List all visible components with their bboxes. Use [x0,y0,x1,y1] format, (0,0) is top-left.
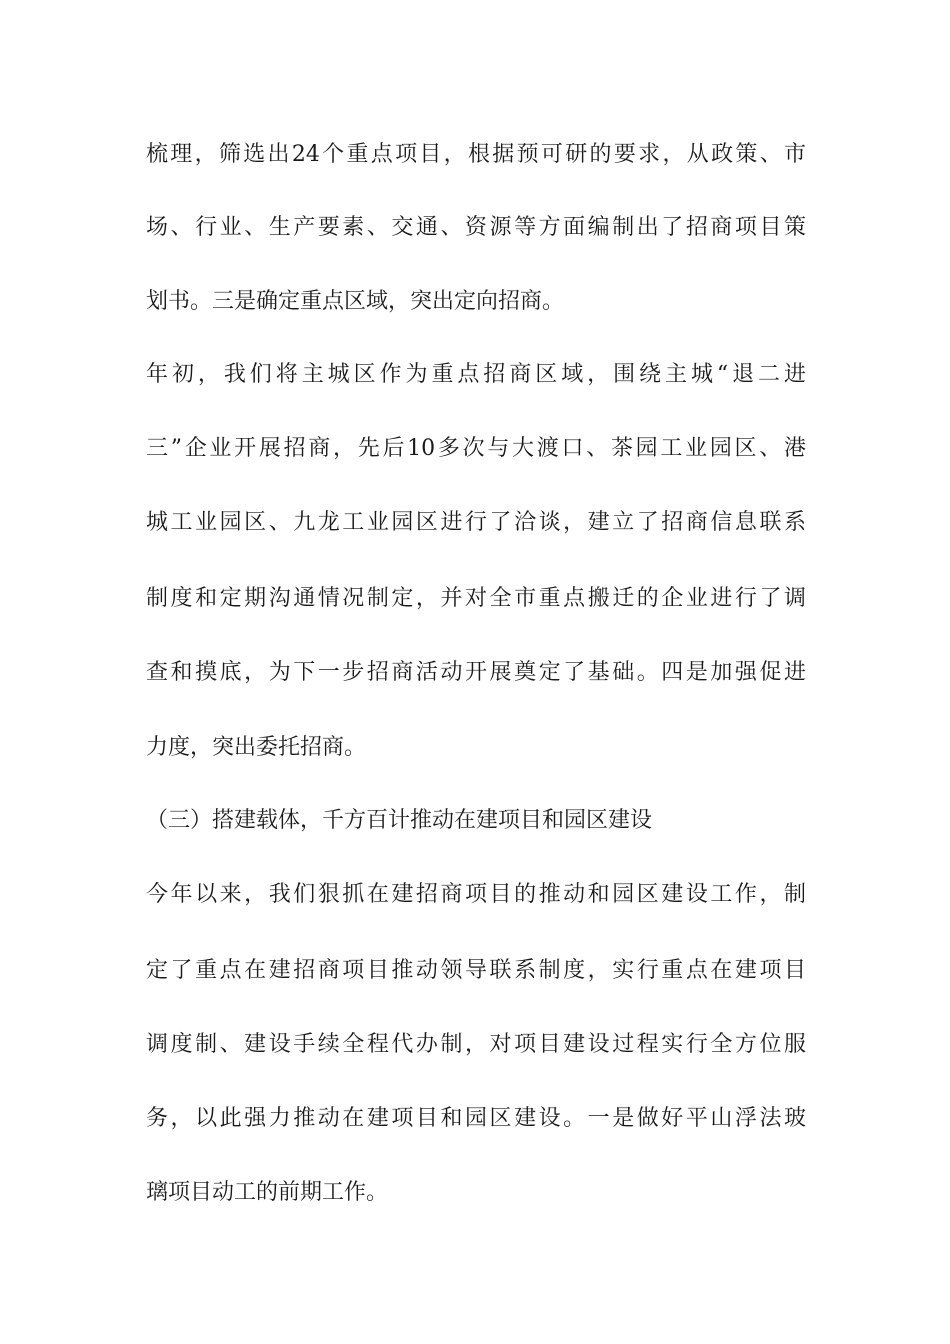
text-line-2: 场、行业、生产要素、交通、资源等方面编制出了招商项目策 [146,215,806,240]
text-line-12: 定了重点在建招商项目推动领导联系制度，实行重点在建项目 [146,958,806,983]
text-line-1: 梳理，筛选出24个重点项目，根据预可研的要求，从政策、市 [146,142,806,167]
text-line-9: 力度，突出委托招商。 [146,735,367,760]
text-line-6: 城工业园区、九龙工业园区进行了洽谈，建立了招商信息联系 [146,510,806,535]
text-line-15: 璃项目动工的前期工作。 [146,1180,389,1205]
text-line-11: 今年以来，我们狠抓在建招商项目的推动和园区建设工作，制 [146,882,806,907]
text-line-4: 年初，我们将主城区作为重点招商区域，围绕主城“退二进 [146,362,806,387]
text-line-8: 查和摸底，为下一步招商活动开展奠定了基础。四是加强促进 [146,660,806,685]
text-line-5: 三”企业开展招商，先后10多次与大渡口、茶园工业园区、港 [146,436,806,461]
text-line-7: 制度和定期沟通情况制定，并对全市重点搬迁的企业进行了调 [146,586,806,611]
text-line-3: 划书。三是确定重点区域，突出定向招商。 [146,289,565,314]
section-heading: （三）搭建载体，千方百计推动在建项目和园区建设 [146,808,653,833]
text-line-13: 调度制、建设手续全程代办制，对项目建设过程实行全方位服 [146,1032,806,1057]
text-line-14: 务，以此强力推动在建项目和园区建设。一是做好平山浮法玻 [146,1106,806,1131]
